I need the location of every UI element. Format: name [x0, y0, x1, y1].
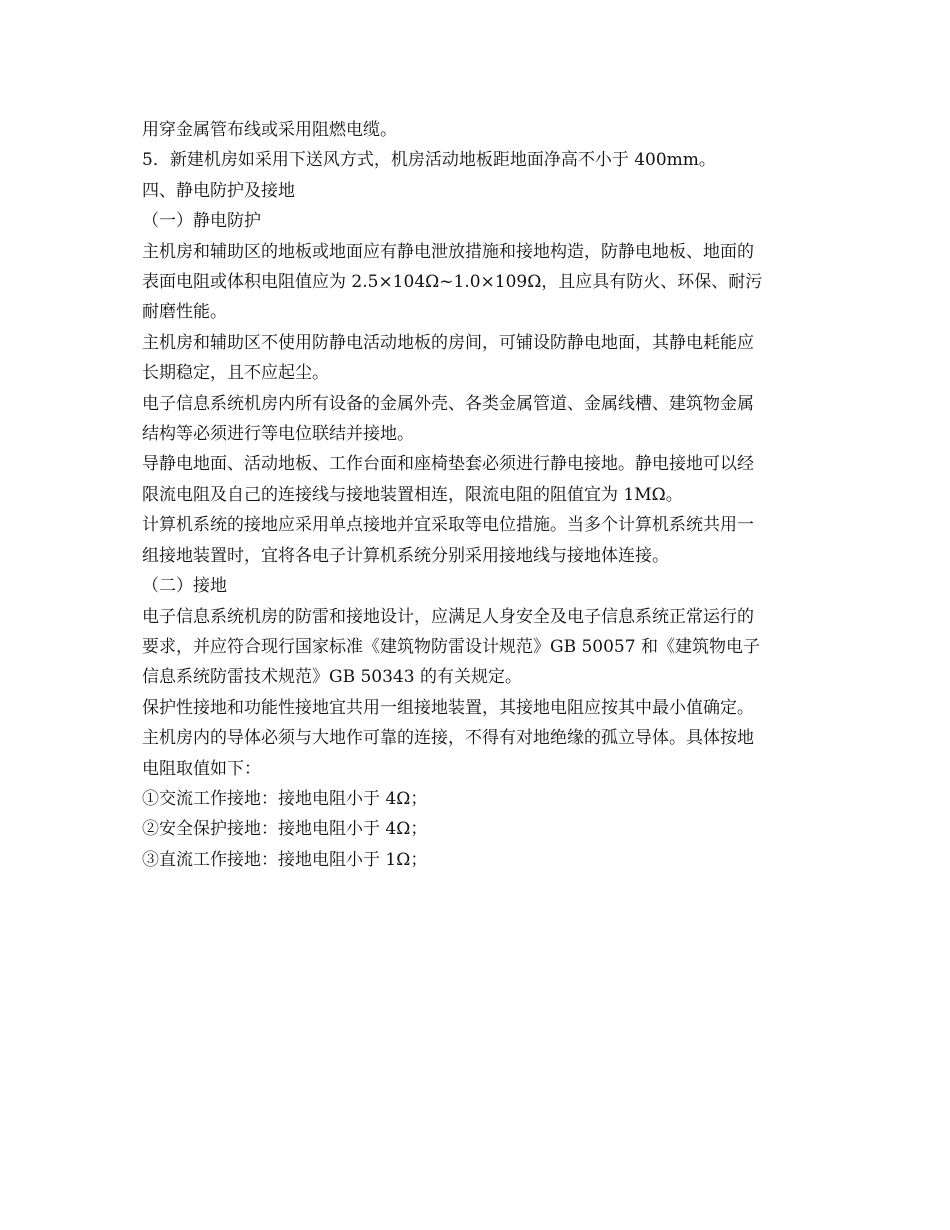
list-item: ②安全保护接地：接地电阻小于 4Ω；	[142, 819, 428, 840]
text-line: 长期稳定，且不应起尘。	[142, 363, 329, 384]
list-item: ①交流工作接地：接地电阻小于 4Ω；	[142, 788, 428, 809]
section-heading: 四、静电防护及接地	[142, 180, 295, 201]
text-line: 电阻取值如下：	[142, 758, 261, 779]
text-line: 电子信息系统机房的防雷和接地设计，应满足人身安全及电子信息系统正常运行的	[142, 606, 754, 627]
text-line: 主机房内的导体必须与大地作可靠的连接，不得有对地绝缘的孤立导体。具体按地	[142, 728, 754, 749]
text-line: 保护性接地和功能性接地宜共用一组接地装置，其接地电阻应按其中最小值确定。	[142, 697, 754, 718]
text-line: 5．新建机房如采用下送风方式，机房活动地板距地面净高不小于 400mm。	[142, 150, 716, 171]
text-line: 信息系统防雷技术规范》GB 50343 的有关规定。	[142, 667, 522, 688]
text-line: 组接地装置时，宜将各电子计算机系统分别采用接地线与接地体连接。	[142, 545, 669, 566]
document-body	[142, 115, 814, 875]
text-line: 限流电阻及自己的连接线与接地装置相连，限流电阻的阻值宜为 1MΩ。	[142, 484, 683, 505]
text-line: 用穿金属管布线或采用阻燃电缆。	[142, 120, 397, 140]
text-line: 主机房和辅助区不使用防静电活动地板的房间，可铺设防静电地面，其静电耗能应	[142, 332, 754, 353]
text-line: 要求，并应符合现行国家标准《建筑物防雷设计规范》GB 50057 和《建筑物电子	[142, 636, 760, 657]
subsection-heading: （一）静电防护	[142, 211, 261, 232]
text-line: 电子信息系统机房内所有设备的金属外壳、各类金属管道、金属线槽、建筑物金属	[142, 393, 754, 414]
text-line: 耐磨性能。	[142, 302, 227, 323]
text-line: 导静电地面、活动地板、工作台面和座椅垫套必须进行静电接地。静电接地可以经	[142, 454, 754, 475]
subsection-heading: （二）接地	[142, 576, 227, 597]
list-item: ③直流工作接地：接地电阻小于 1Ω；	[142, 849, 428, 870]
text-line: 计算机系统的接地应采用单点接地并宜采取等电位措施。当多个计算机系统共用一	[142, 515, 754, 536]
text-line: 主机房和辅助区的地板或地面应有静电泄放措施和接地构造，防静电地板、地面的	[142, 241, 754, 262]
text-line: 结构等必须进行等电位联结并接地。	[142, 424, 414, 445]
text-line: 表面电阻或体积电阻值应为 2.5×104Ω~1.0×109Ω，且应具有防火、环保、耐污	[142, 272, 763, 293]
